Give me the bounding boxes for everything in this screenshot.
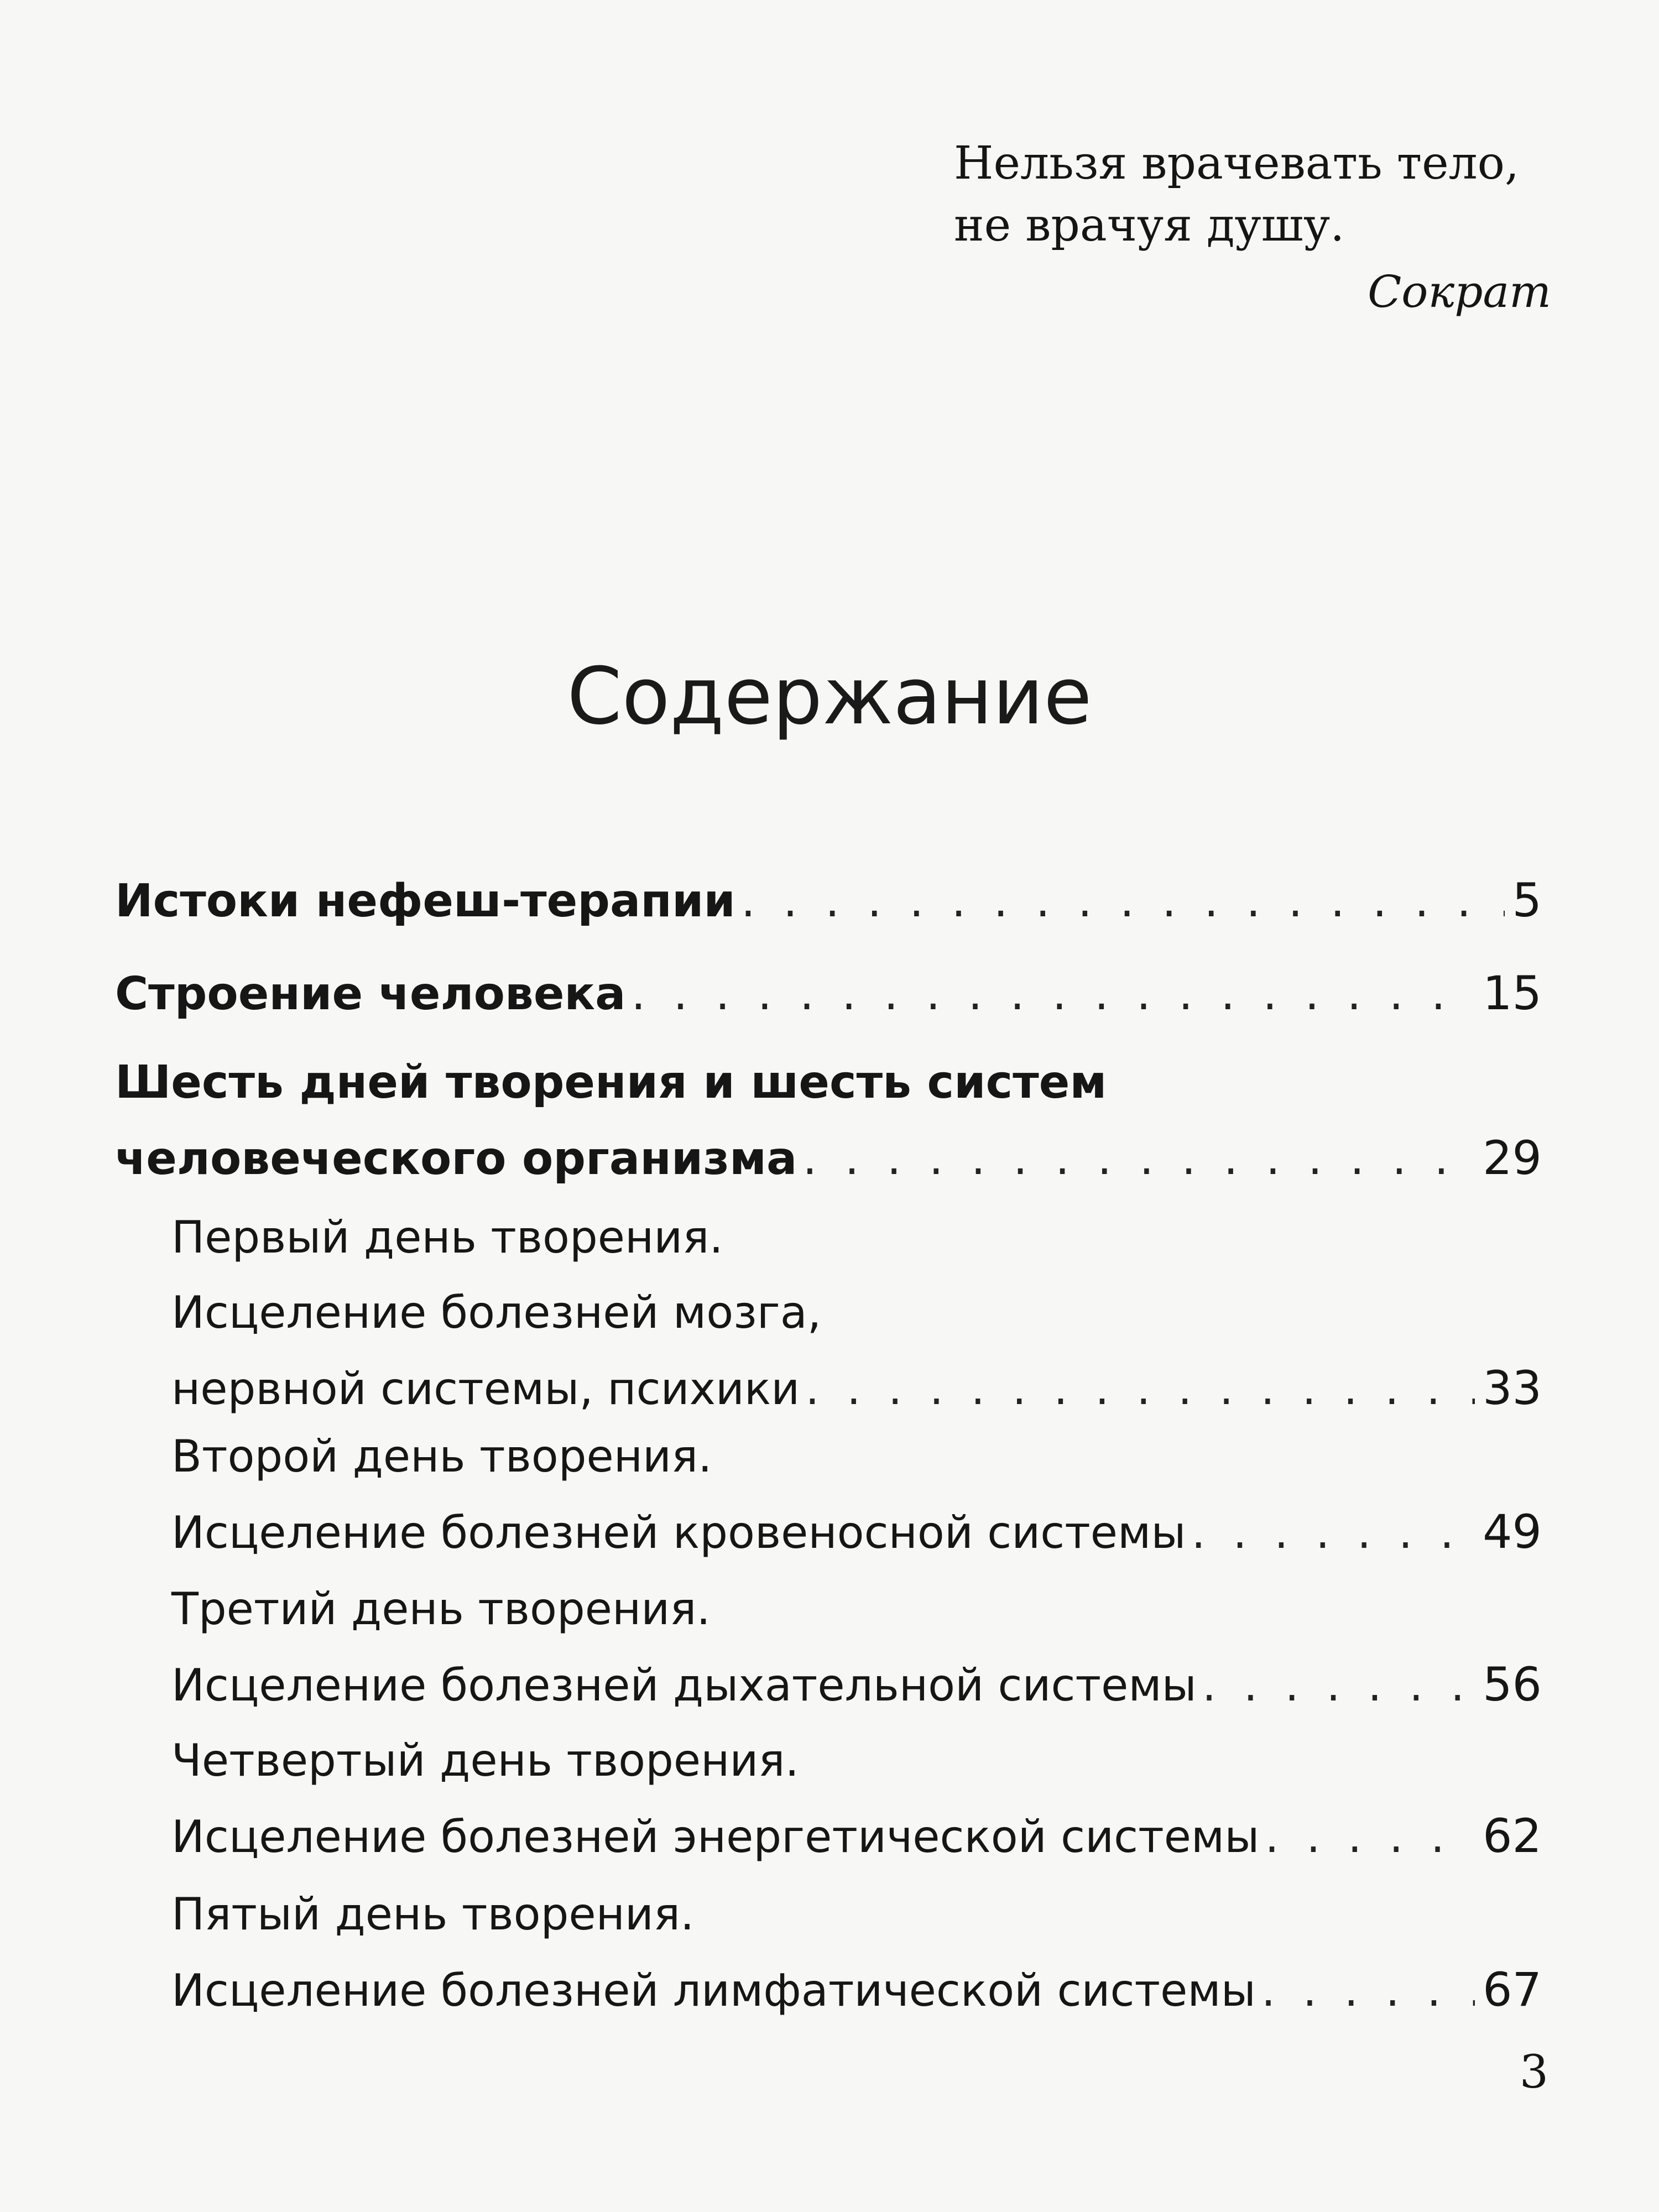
toc-entry — [171, 1723, 1542, 1874]
toc-entry-title: Исцеление болезней мозга, — [171, 1287, 822, 1338]
toc-entry — [171, 1200, 1542, 1426]
toc-entry — [171, 1877, 1542, 2027]
toc-leader-dots — [802, 1121, 1475, 1197]
toc-page-number: 29 — [1483, 1131, 1542, 1185]
toc-leader-dots — [631, 957, 1475, 1032]
toc-entry — [115, 1045, 1542, 1196]
toc-page-number: 33 — [1483, 1361, 1542, 1415]
epigraph-line: Нельзя врачевать тело, — [954, 137, 1520, 190]
toc-page-number: 15 — [1483, 966, 1542, 1020]
toc-entry-title: Первый день творения. — [171, 1212, 723, 1263]
toc-entry-title: Третий день творения. — [171, 1583, 711, 1635]
toc-leader-dots — [741, 864, 1505, 939]
toc-leader-dots — [1192, 1495, 1475, 1571]
toc-entry-title: Исцеление болезней кровеносной системы — [171, 1507, 1186, 1558]
toc-entry — [115, 956, 1542, 1031]
toc-entry-title: Второй день творения. — [171, 1431, 712, 1482]
page-number: 3 — [1519, 2046, 1548, 2099]
toc-leader-dots — [1261, 1953, 1475, 2028]
toc-page-number: 67 — [1483, 1963, 1542, 2017]
toc-entry-title: Истоки нефеш-терапии — [115, 875, 735, 927]
toc-entry — [171, 1572, 1542, 1722]
toc-entry-title: Шесть дней творения и шесть систем — [115, 1056, 1107, 1109]
page-title: Содержание — [567, 651, 1092, 742]
toc-leader-dots — [1202, 1648, 1475, 1723]
toc-entry — [115, 863, 1542, 938]
toc-page-number: 62 — [1483, 1809, 1542, 1863]
toc-page-number: 5 — [1512, 873, 1542, 927]
toc-page-number: 56 — [1483, 1657, 1542, 1712]
toc-leader-dots — [1265, 1799, 1475, 1875]
toc-entry-title: человеческого организма — [115, 1133, 797, 1185]
toc-entry — [171, 1419, 1542, 1569]
epigraph-line: не врачуя душу. — [954, 199, 1345, 252]
epigraph-author: Сократ — [1368, 266, 1551, 317]
toc-entry-title: Пятый день творения. — [171, 1888, 695, 1940]
toc-entry-title: Исцеление болезней дыхательной системы — [171, 1660, 1197, 1711]
toc-entry-title: нервной системы, психики — [171, 1363, 800, 1415]
toc-entry-title: Исцеление болезней энергетической системы — [171, 1811, 1260, 1863]
toc-page-number: 49 — [1483, 1505, 1542, 1559]
toc-entry-title: Строение человека — [115, 968, 626, 1020]
toc-leader-dots — [805, 1352, 1475, 1427]
toc-entry-title: Исцеление болезней лимфатической системы — [171, 1965, 1256, 2016]
toc-entry-title: Четвертый день творения. — [171, 1735, 799, 1786]
